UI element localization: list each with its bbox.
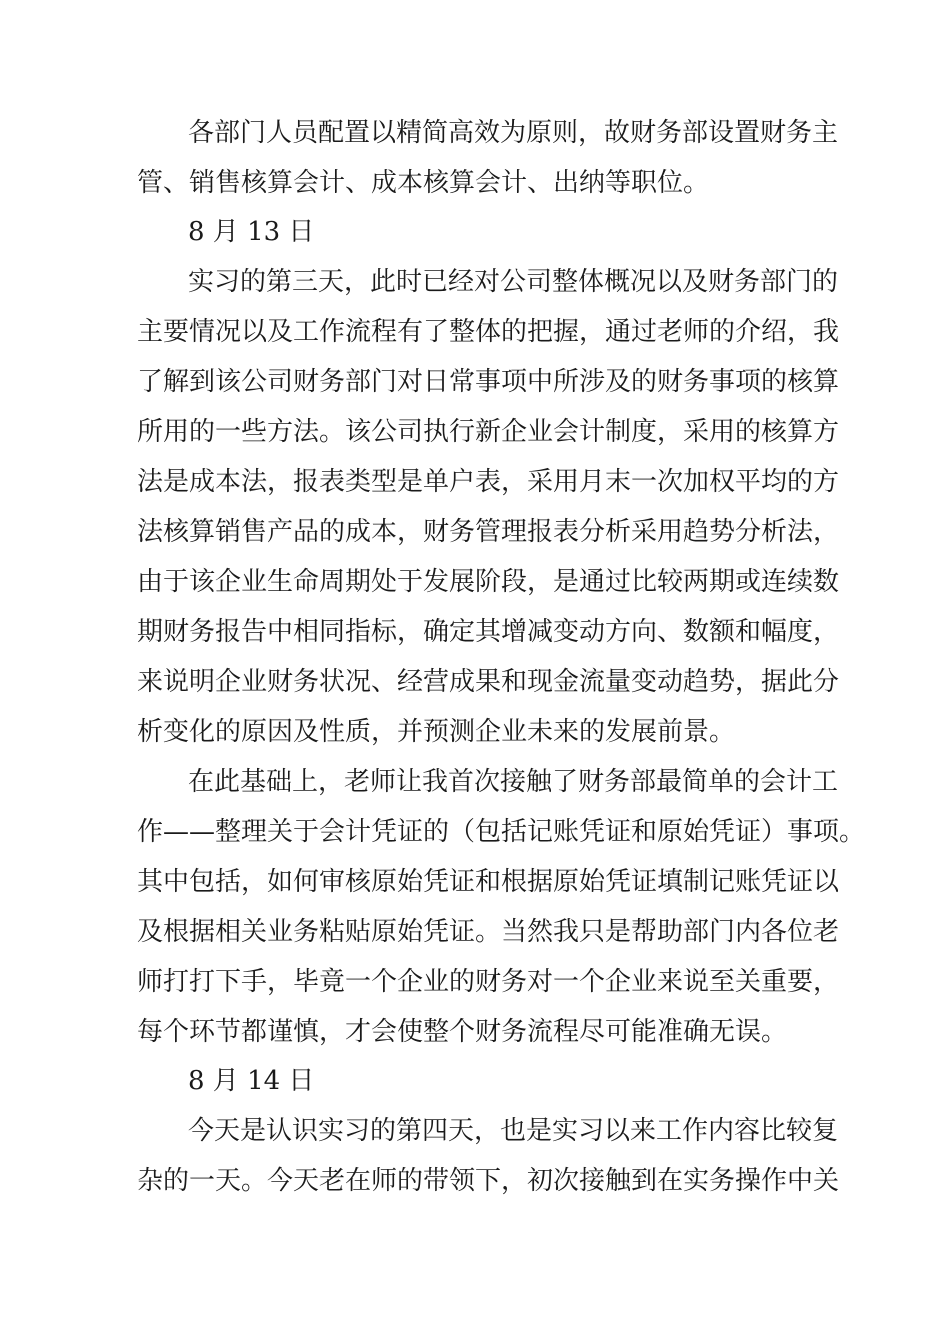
paragraph-line: 法核算销售产品的成本，财务管理报表分析采用趋势分析法， xyxy=(137,517,840,547)
paragraph-line: 杂的一天。今天老在师的带领下，初次接触到在实务操作中关 xyxy=(137,1166,840,1196)
date-heading: 8 月 14 日 xyxy=(188,1066,315,1096)
paragraph-line: 每个环节都谨慎，才会使整个财务流程尽可能准确无误。 xyxy=(137,1017,788,1047)
paragraph-line: 来说明企业财务状况、经营成果和现金流量变动趋势，据此分 xyxy=(137,667,840,697)
paragraph-line: 及根据相关业务粘贴原始凭证。当然我只是帮助部门内各位老 xyxy=(137,917,840,947)
paragraph-line: 了解到该公司财务部门对日常事项中所涉及的财务事项的核算 xyxy=(137,367,840,397)
paragraph-line: 作——整理关于会计凭证的（包括记账凭证和原始凭证）事项。 xyxy=(137,817,866,847)
paragraph-line: 实习的第三天，此时已经对公司整体概况以及财务部门的 xyxy=(188,267,839,297)
date-heading: 8 月 13 日 xyxy=(188,217,315,247)
paragraph-line: 其中包括，如何审核原始凭证和根据原始凭证填制记账凭证以 xyxy=(137,867,840,897)
paragraph-line: 师打打下手，毕竟一个企业的财务对一个企业来说至关重要， xyxy=(137,967,840,997)
paragraph-line: 期财务报告中相同指标，确定其增减变动方向、数额和幅度， xyxy=(137,617,840,647)
paragraph-line: 今天是认识实习的第四天，也是实习以来工作内容比较复 xyxy=(188,1116,839,1146)
paragraph-line: 所用的一些方法。该公司执行新企业会计制度，采用的核算方 xyxy=(137,417,840,447)
paragraph-line: 法是成本法，报表类型是单户表，采用月末一次加权平均的方 xyxy=(137,467,840,497)
paragraph-line: 管、销售核算会计、成本核算会计、出纳等职位。 xyxy=(137,168,710,198)
paragraph-line: 各部门人员配置以精简高效为原则，故财务部设置财务主 xyxy=(188,118,839,148)
paragraph-line: 在此基础上，老师让我首次接触了财务部最简单的会计工 xyxy=(188,767,839,797)
paragraph-line: 析变化的原因及性质，并预测企业未来的发展前景。 xyxy=(137,717,736,747)
paragraph-line: 主要情况以及工作流程有了整体的把握，通过老师的介绍，我 xyxy=(137,317,840,347)
paragraph-line: 由于该企业生命周期处于发展阶段，是通过比较两期或连续数 xyxy=(137,567,840,597)
